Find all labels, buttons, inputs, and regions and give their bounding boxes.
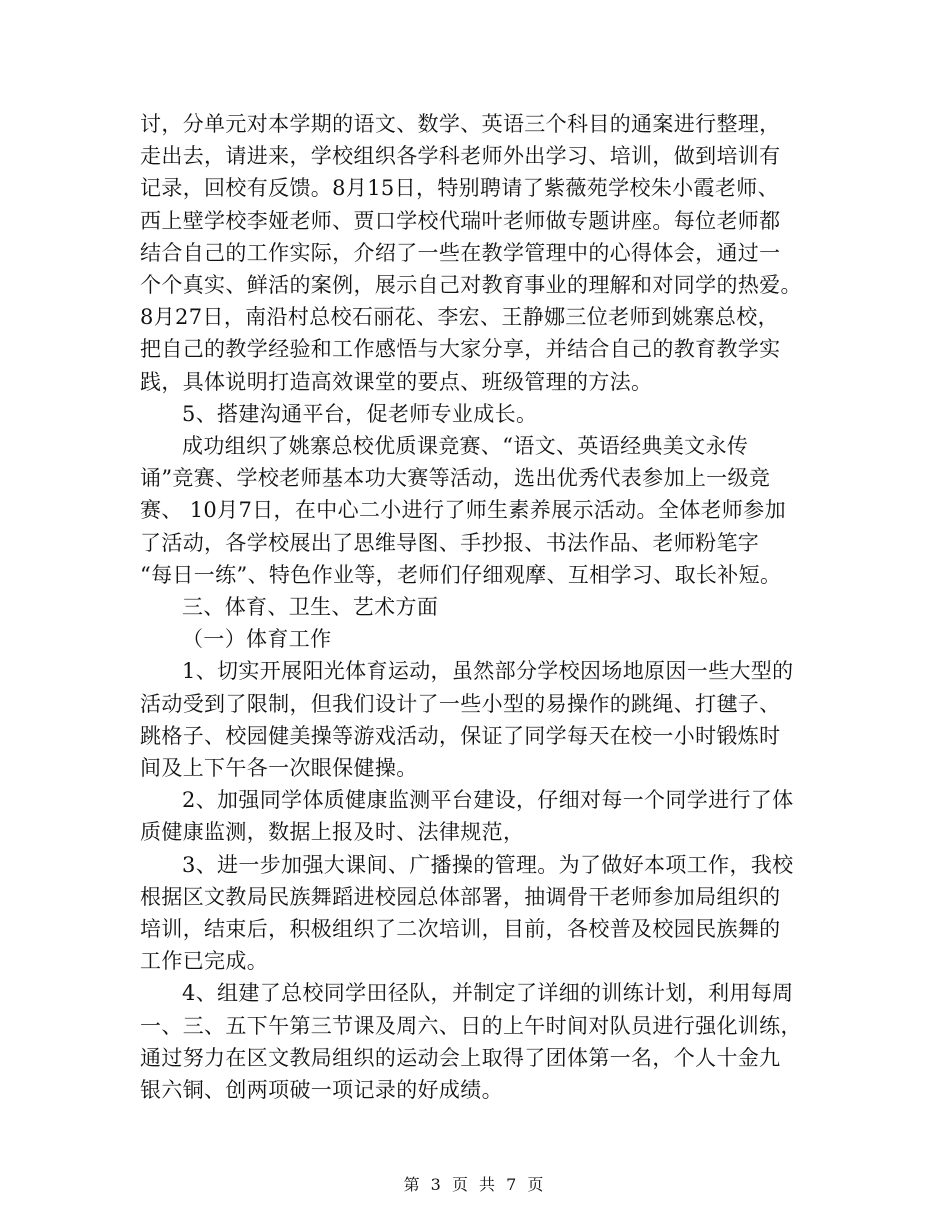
text-line: 根据区文教局民族舞蹈进校园总体部署，抽调骨干老师参加局组织的 xyxy=(140,884,781,909)
text-line: 质健康监测，数据上报及时、法律规范， xyxy=(140,820,525,845)
text-line: 银六铜、创两项破一项记录的好成绩。 xyxy=(140,1078,503,1103)
text-line: 践，具体说明打造高效课堂的要点、班级管理的方法。 xyxy=(140,369,653,394)
text-line: 3、进一步加强大课间、广播操的管理。为了做好本项工作，我校 xyxy=(182,852,794,877)
text-line: “每日一练”、特色作业等，老师们仔细观摩、互相学习、取长补短。 xyxy=(140,562,782,587)
text-line: 成功组织了姚寨总校优质课竞赛、“语文、英语经典美文永传 xyxy=(182,434,749,459)
text-line: 记录，回校有反馈。8月15日，特别聘请了紫薇苑学校朱小霞老师、 xyxy=(140,176,779,201)
text-line: 诵”竞赛、学校老师基本功大赛等活动，选出优秀代表参加上一级竞 xyxy=(140,466,771,491)
text-line: 三、体育、卫生、艺术方面 xyxy=(182,595,439,620)
page-footer: 第 3 页 共 7 页 xyxy=(403,1175,547,1194)
text-line: 4、组建了总校同学田径队，并制定了详细的训练计划，利用每周 xyxy=(182,981,794,1006)
body-text xyxy=(140,108,810,1106)
text-line: 把自己的教学经验和工作感悟与大家分享，并结合自己的教育教学实 xyxy=(140,337,781,362)
text-line: 1、切实开展阳光体育运动，虽然部分学校因场地原因一些大型的 xyxy=(182,659,794,684)
text-line: 了活动，各学校展出了思维导图、手抄报、书法作品、老师粉笔字 xyxy=(140,530,760,555)
text-line: 工作已完成。 xyxy=(140,949,269,974)
text-line: 跳格子、校园健美操等游戏活动，保证了同学每天在校一小时锻炼时 xyxy=(140,723,781,748)
text-line: 培训，结束后，积极组织了二次培训，目前，各校普及校园民族舞的 xyxy=(140,917,781,942)
text-line: 5、搭建沟通平台，促老师专业成长。 xyxy=(182,401,538,426)
text-line: 结合自己的工作实际，介绍了一些在教学管理中的心得体会，通过一 xyxy=(140,240,781,265)
text-line: 2、加强同学体质健康监测平台建设，仔细对每一个同学进行了体 xyxy=(182,788,794,813)
text-line: 间及上下午各一次眼保健操。 xyxy=(140,756,418,781)
text-line: 活动受到了限制，但我们设计了一些小型的易操作的跳绳、打毽子、 xyxy=(140,691,781,716)
text-line: 8月27日，南沿村总校石丽花、李宏、王静娜三位老师到姚寨总校， xyxy=(140,305,779,330)
text-line: 通过努力在区文教局组织的运动会上取得了团体第一名，个人十金九 xyxy=(140,1045,781,1070)
text-line: （一）体育工作 xyxy=(182,627,332,652)
text-line: 赛、 10月7日，在中心二小进行了师生素养展示活动。全体老师参加 xyxy=(140,498,786,523)
text-line: 西上壁学校李娅老师、贾口学校代瑞叶老师做专题讲座。每位老师都 xyxy=(140,208,781,233)
text-line: 走出去，请进来，学校组织各学科老师外出学习、培训，做到培训有 xyxy=(140,144,781,169)
text-line: 一、三、五下午第三节课及周六、日的上午时间对队员进行强化训练， xyxy=(140,1013,802,1038)
text-line: 个个真实、鲜活的案例，展示自己对教育事业的理解和对同学的热爱。 xyxy=(140,273,802,298)
text-line: 讨，分单元对本学期的语文、数学、英语三个科目的通案进行整理， xyxy=(140,112,781,136)
